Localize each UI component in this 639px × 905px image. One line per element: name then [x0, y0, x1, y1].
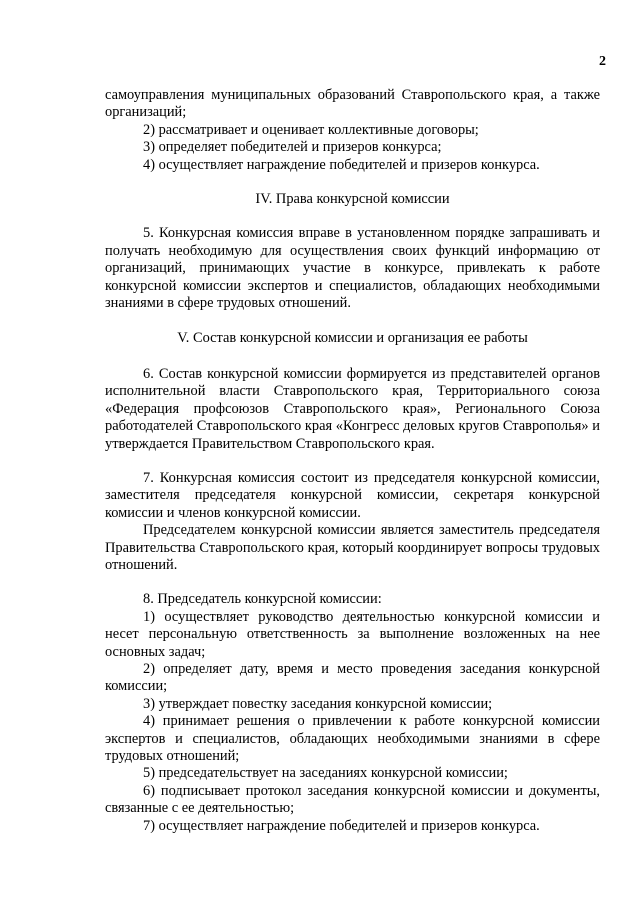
list-item: 1) осуществляет руководство деятельностью конкурсной комиссии и несет персональную ответственность за выполнение возложенных на нее основных задач;: [105, 608, 600, 660]
list-item: 6) подписывает протокол заседания конкурсной комиссии и документы, связанные с ее деятельностью;: [105, 782, 600, 817]
page-number: 2: [599, 54, 606, 69]
spacer: [105, 312, 600, 330]
paragraph-6: 6. Состав конкурсной комиссии формируется из представителей органов исполнительной власти Ставропольского края, Территориального союза «Федерация профсоюзов Ставропольского края», Регионального Союза работодателей Ставропольского края «Конгресс деловых кругов Ставрополья» и утверждается Правительством Ставропольского края.: [105, 365, 600, 452]
document-body: [105, 87, 600, 835]
paragraph-7-chair: Председателем конкурсной комиссии является заместитель председателя Правительства Ставропольского края, который координирует вопросы трудовых отношений.: [105, 522, 600, 573]
list-item: 2) рассматривает и оценивает коллективные договоры;: [143, 121, 479, 138]
paragraph-5: 5. Конкурсная комиссия вправе в установленном порядке запрашивать и получать необходимую для осуществления своих функций информацию от организаций, принимающих участие в конкурсе, привлекать к работе конкурсной комиссии экспертов и специалистов, обладающих необходимыми знаниями в сфере трудовых отношений.: [105, 225, 600, 312]
list-item: 4) принимает решения о привлечении к работе конкурсной комиссии экспертов и специалистов, обладающих необходимыми знаниями в сфере трудовых отношений;: [105, 713, 600, 764]
list-item: 5) председательствует на заседаниях конкурсной комиссии;: [143, 765, 508, 782]
list-item: 3) определяет победителей и призеров конкурса;: [143, 139, 442, 156]
list-item: 4) осуществляет награждение победителей и призеров конкурса.: [143, 156, 540, 173]
paragraph-7: 7. Конкурсная комиссия состоит из председателя конкурсной комиссии, заместителя председателя конкурсной комиссии, секретаря конкурсной комиссии и членов конкурсной комиссии.: [105, 469, 600, 521]
spacer: [105, 574, 600, 591]
section-heading-v: V. Состав конкурсной комиссии и организация ее работы: [177, 330, 528, 347]
spacer: [105, 174, 600, 191]
paragraph-continuation: самоуправления муниципальных образований Ставропольского края, а также организаций;: [105, 87, 600, 121]
section-heading-iv: IV. Права конкурсной комиссии: [255, 191, 450, 208]
paragraph-8: 8. Председатель конкурсной комиссии:: [143, 591, 382, 608]
list-item: 2) определяет дату, время и место проведения заседания конкурсной комиссии;: [105, 660, 600, 695]
spacer: [105, 348, 600, 366]
spacer: [105, 453, 600, 470]
spacer: [105, 208, 600, 225]
list-item: 3) утверждает повестку заседания конкурсной комиссии;: [143, 695, 493, 712]
list-item: 7) осуществляет награждение победителей и призеров конкурса.: [143, 817, 540, 834]
